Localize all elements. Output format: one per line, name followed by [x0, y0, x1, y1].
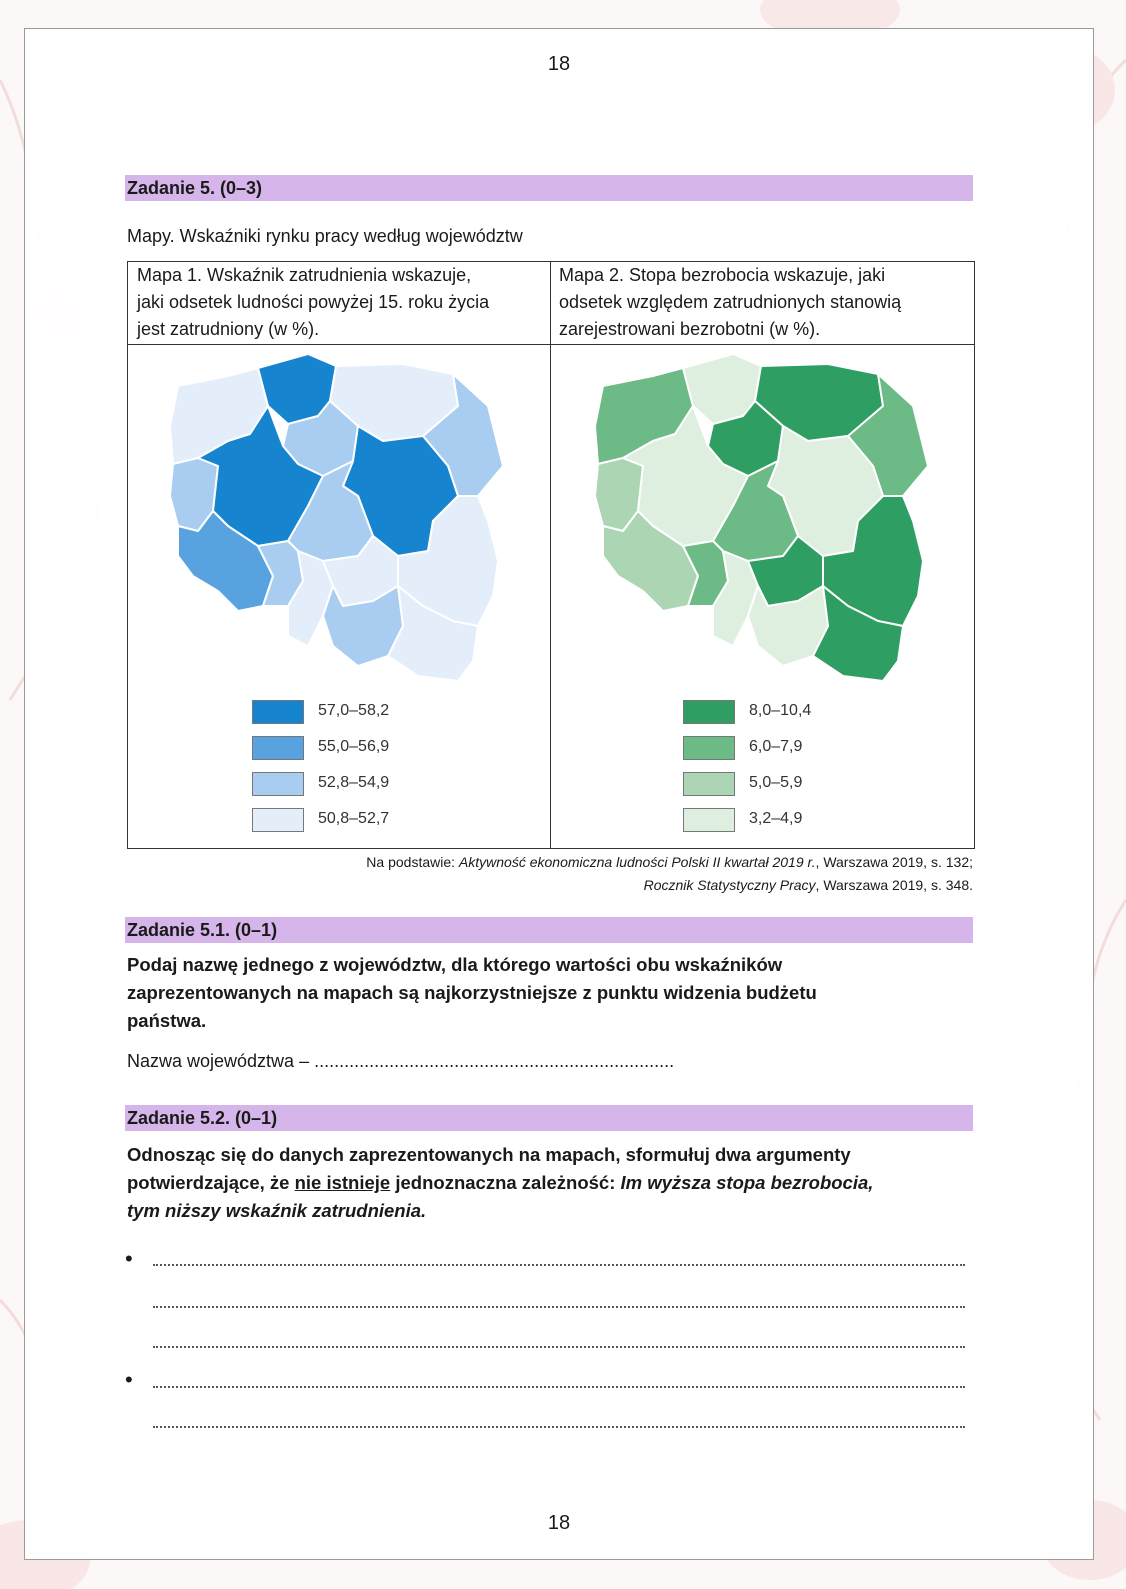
map1-legend [252, 696, 472, 840]
question-emphasis: nie istnieje [294, 1172, 391, 1193]
question-line: państwa. [127, 1010, 207, 1031]
legend-swatch [252, 808, 304, 832]
answer-line[interactable] [153, 1263, 965, 1266]
question-line: Podaj nazwę jednego z województw, dla którego wartości obu wskaźników [127, 954, 783, 975]
map2-caption-line: zarejestrowani bezrobotni (w %). [559, 319, 821, 339]
question-quote: tym niższy wskaźnik zatrudnienia. [127, 1200, 427, 1221]
legend-label: 6,0–7,9 [749, 738, 803, 755]
legend-label: 8,0–10,4 [749, 702, 812, 719]
source-line-2 [644, 877, 973, 893]
page-number-top: 18 [547, 53, 571, 75]
legend-item [683, 804, 903, 840]
question-quote: Im wyższa stopa bezrobocia, [620, 1172, 874, 1193]
maps-table [127, 261, 975, 849]
legend-label: 3,2–4,9 [749, 810, 803, 827]
question-line [127, 1169, 997, 1197]
map2-caption-line: odsetek względem zatrudnionych stanowią [559, 292, 902, 312]
legend-swatch [252, 736, 304, 760]
source-title: Rocznik Statystyczny Pracy [643, 877, 816, 893]
table-divider [128, 344, 974, 345]
table-divider [550, 262, 551, 848]
source-suffix: , Warszawa 2019, s. 132; [815, 854, 973, 870]
answer-field-voivodeship[interactable] [127, 1051, 674, 1072]
answer-line[interactable] [153, 1425, 965, 1428]
legend-swatch [683, 700, 735, 724]
legend-item [252, 768, 472, 804]
legend-label: 57,0–58,2 [318, 702, 390, 719]
task51-question [127, 951, 987, 1035]
map2-caption [559, 262, 901, 343]
legend-swatch [683, 808, 735, 832]
legend-item [252, 732, 472, 768]
source-prefix: Na podstawie: [366, 854, 459, 870]
source-suffix: , Warszawa 2019, s. 348. [815, 877, 973, 893]
legend-label: 55,0–56,9 [318, 738, 390, 755]
map1-caption [137, 262, 489, 343]
legend-swatch [252, 700, 304, 724]
task5-header: Zadanie 5. (0–3) [125, 175, 973, 201]
legend-item [683, 696, 903, 732]
legend-swatch [252, 772, 304, 796]
answer-line[interactable] [153, 1385, 965, 1388]
question-line: Odnosząc się do danych zaprezentowanych na mapach, sformułuj dwa argumenty [127, 1144, 851, 1165]
legend-item [683, 768, 903, 804]
page-number-bottom: 18 [547, 1512, 571, 1534]
question-line [127, 1197, 997, 1225]
legend-label: 5,0–5,9 [749, 774, 803, 791]
legend-label: 50,8–52,7 [318, 810, 390, 827]
task52-question [127, 1141, 997, 1225]
map2-poland-unemployment [578, 346, 958, 696]
document-page [24, 28, 1094, 1560]
answer-label: Nazwa województwa – [127, 1051, 315, 1071]
question-text: jednoznaczna zależność: [390, 1172, 621, 1193]
answer-dots[interactable]: ........................................................................ [314, 1051, 675, 1071]
legend-swatch [683, 736, 735, 760]
bullet-point: • [125, 1367, 133, 1392]
legend-swatch [683, 772, 735, 796]
map1-caption-line: Mapa 1. Wskaźnik zatrudnienia wskazuje, [137, 265, 472, 285]
bullet-point: • [125, 1246, 133, 1271]
map1-caption-line: jest zatrudniony (w %). [137, 319, 320, 339]
question-line: zaprezentowanych na mapach są najkorzystniejsze z punktu widzenia budżetu [127, 982, 817, 1003]
map1-poland-employment [158, 346, 528, 696]
legend-item [683, 732, 903, 768]
answer-line[interactable] [153, 1305, 965, 1308]
map1-caption-line: jaki odsetek ludności powyżej 15. roku życia [137, 292, 490, 312]
question-text: potwierdzające, że [127, 1172, 295, 1193]
legend-label: 52,8–54,9 [318, 774, 390, 791]
source-title: Aktywność ekonomiczna ludności Polski II kwartał 2019 r. [458, 854, 816, 870]
source-line-1 [366, 854, 973, 870]
map2-caption-line: Mapa 2. Stopa bezrobocia wskazuje, jaki [559, 265, 886, 285]
task52-header: Zadanie 5.2. (0–1) [125, 1105, 973, 1131]
maps-intro: Mapy. Wskaźniki rynku pracy według województw [127, 226, 523, 246]
legend-item [252, 804, 472, 840]
answer-line[interactable] [153, 1345, 965, 1348]
legend-item [252, 696, 472, 732]
map2-legend [683, 696, 903, 840]
task51-header: Zadanie 5.1. (0–1) [125, 917, 973, 943]
